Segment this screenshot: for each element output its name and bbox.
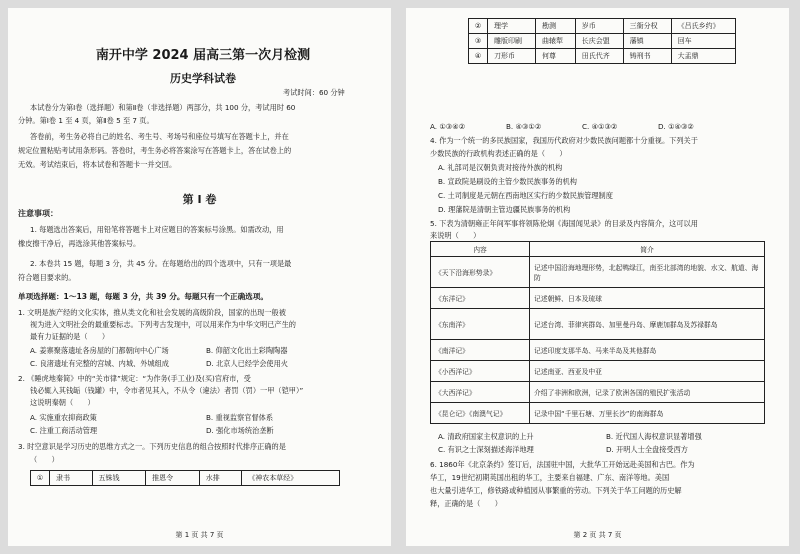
q3-cell: 刀形币: [488, 49, 536, 64]
q4-option-c: C. 土司制度是元朝在西南地区实行的少数民族管理制度: [438, 191, 613, 200]
q2-text: 这说明秦朝（ ）: [30, 398, 95, 407]
q3-cell: 《吕氏乡约》: [671, 19, 735, 34]
q5-option-a: A. 清政府国家主权意识的上升: [438, 432, 534, 441]
single-choice-title: 单项选择题：1～13 题，每题 3 分，共 39 分。每题只有一个正确选项。: [18, 292, 268, 301]
page-footer: 第 1 页 共 7 页: [175, 531, 224, 539]
notes-line: 2. 本卷共 15 题，每题 3 分，共 45 分。在每题给出的四个选项中，只有一项是最: [30, 259, 292, 268]
q3-cell: 《神农本草经》: [242, 471, 340, 486]
q5-cell-title: 《南洋记》: [431, 340, 530, 361]
q3-cell: 岁币: [575, 19, 623, 34]
q3-row-num: ④: [469, 49, 488, 64]
q3-text: 3. 时空意识是学习历史的思维方式之一。下列历史信息的组合按照时代排序正确的是: [18, 442, 286, 451]
q3-cell: 三衙分权: [623, 19, 671, 34]
q3-answer-d: D. ①④③②: [658, 122, 694, 131]
q5-cell-title: 《小西洋记》: [431, 361, 530, 382]
q5-cell-title: 《大西洋记》: [431, 382, 530, 403]
q5-cell-title: 《东洋记》: [431, 288, 530, 309]
q6-text: 6. 1860年《北京条约》签订后，法国驻中国，大批华工开始远赴美国和古巴。作为: [430, 460, 695, 469]
exam-page-2: [406, 8, 789, 546]
q3-cell: 理学: [488, 19, 536, 34]
q3-cell: 大盂鼎: [671, 49, 735, 64]
table-row: [431, 257, 765, 288]
q6-text: 释，正确的是（ ）: [430, 499, 502, 508]
q3-cell: 五铢钱: [92, 471, 146, 486]
q5-header-intro: 简介: [530, 242, 765, 257]
q3-answer-b: B. ④③①②: [506, 122, 542, 131]
q6-text: 华工，19世纪初期英国出租的华工，主要来自福建、广东、南洋等地。美国: [430, 473, 670, 482]
q5-cell-desc: 介绍了非洲和欧洲，记录了欧洲各国的殖民扩张活动: [530, 382, 765, 403]
q3-row-num: ②: [469, 19, 488, 34]
intro-line: 本试卷分为第Ⅰ卷（选择题）和第Ⅱ卷（非选择题）两部分，共 100 分，考试用时 60: [30, 103, 296, 112]
q6-text: 也大量引进华工，修铁路或种植园从事繁重的劳动。下列关于华工问题的历史解: [430, 486, 682, 495]
exam-subtitle: 历史学科试卷: [170, 72, 236, 85]
q5-cell-desc: 记录中国“千里石塘、万里长沙”的南海群岛: [530, 403, 765, 424]
q3-cell: 藩镇: [623, 34, 671, 49]
q2-text: 2. 《睡虎地秦简》中的“关市律”规定：“为作务(手工业)及(买)官府市，受: [18, 374, 251, 383]
notes-title: 注意事项：: [18, 209, 58, 218]
q4-option-b: B. 宣政院是刷设的主管少数民族事务的机构: [438, 177, 577, 186]
q3-table-row-1: [30, 470, 340, 486]
q5-text: 来说明（ ）: [430, 231, 481, 240]
q5-cell-desc: 记述朝鲜、日本及琉球: [530, 288, 765, 309]
q3-cell: 何尊: [535, 49, 575, 64]
q3-cell: 勘测: [535, 19, 575, 34]
q5-cell-desc: 记述台湾、菲律宾群岛、加里曼丹岛、摩鹿加群岛及苏禄群岛: [530, 309, 765, 340]
q5-cell-desc: 记述南亚、西亚及中亚: [530, 361, 765, 382]
exam-title: 南开中学 2024 届高三第一次月检测: [95, 48, 311, 63]
q3-answer-c: C. ④①③②: [582, 122, 618, 131]
section-title: 第 Ⅰ 卷: [182, 193, 217, 206]
q3-answer-a: A. ①③④②: [430, 122, 466, 131]
intro-line: 答卷前，考生务必将自己的姓名、考生号、考场号和座位号填写在答题卡上，并在: [30, 132, 289, 141]
q4-option-d: D. 理藩院是清朝主管边疆民族事务的机构: [438, 205, 571, 214]
table-row: [431, 309, 765, 340]
q5-cell-desc: 记述印度支那半岛、马来半岛及其他群岛: [530, 340, 765, 361]
q4-option-a: A. 礼部司是汉朝负责对接待外族的机构: [438, 163, 563, 172]
q3-cell: 回车: [671, 34, 735, 49]
q2-option-d: D. 强化市场统治垄断: [206, 426, 274, 435]
q1-text: 1. 文明是族产经的文化实体，推从类文化和社会发展的高级阶段，国家的出现一般被: [18, 308, 286, 317]
q5-cell-title: 《天下沿海形势录》: [431, 257, 530, 288]
exam-time: 考试时间：60 分钟: [283, 88, 345, 97]
q5-cell-desc: 记述中国沿海地理形势，北起鸭绿江，南至北部湾的地貌、水文、航道、海防: [530, 257, 765, 288]
intro-line: 无效。考试结束后，将本试卷和答题卡一并交回。: [18, 160, 177, 169]
q1-option-c: C. 良渚遗址有完整的宫城、内城、外城组成: [30, 359, 169, 368]
q2-option-a: A. 实施重农抑商政策: [30, 413, 97, 422]
table-row: [431, 361, 765, 382]
q1-option-b: B. 仰韶文化出土彩陶陶器: [206, 346, 288, 355]
notes-line: 橡皮擦干净后，再选涂其他答案标号。: [18, 239, 141, 248]
q5-option-d: D. 开明人士全盘接受西方: [606, 445, 688, 454]
q3-cell: 雕版印刷: [488, 34, 536, 49]
q5-cell-title: 《东南洋》: [431, 309, 530, 340]
q3-cell: 长庆会盟: [575, 34, 623, 49]
q5-table: [430, 241, 765, 424]
table-row: [431, 382, 765, 403]
q1-text: 视为进入文明社会的最重要标志。下列考古发现中，可以用来作为中华文明已产生的: [30, 320, 296, 329]
q2-text: 钱必辄入其钱缿（钱罐）中，令市者见其入，不从令（違法）者罚（罚）一甲（铠甲）”: [30, 386, 304, 395]
table-row: [431, 403, 765, 424]
q3-cell: 推恩令: [146, 471, 200, 486]
q3-cell: 水排: [199, 471, 242, 486]
q4-text: 少数民族的行政机构表述正确的是（ ）: [430, 149, 567, 158]
q5-text: 5. 下表为清朝雍正年间军事将领陈伦炯《海国闻见录》的目录及内容简介，这可以用: [430, 219, 698, 228]
q3-row-num: ①: [31, 471, 50, 486]
notes-line: 1. 每题选出答案后，用铅笔将答题卡上对应题目的答案标号涂黑。如需改动，用: [30, 225, 284, 234]
q3-cell: 曲辕犁: [535, 34, 575, 49]
q3-text: （ ）: [30, 455, 59, 464]
q3-cell: 田氏代齐: [575, 49, 623, 64]
exam-page-1: [8, 8, 391, 546]
q2-option-c: C. 注重工商活动管理: [30, 426, 98, 435]
q5-header-content: 内容: [431, 242, 530, 257]
q3-cell: 隶书: [50, 471, 93, 486]
intro-line: 规定位置粘贴考试用条形码。答卷时，考生务必将答案涂写在答题卡上，答在试卷上的: [18, 146, 292, 155]
q1-option-a: A. 姜寨聚落遗址各房屋的门都朝向中心广场: [30, 346, 169, 355]
q1-option-d: D. 北京人已经学会使用火: [206, 359, 288, 368]
page-footer: 第 2 页 共 7 页: [573, 531, 622, 539]
q3-table-continued: [468, 18, 736, 64]
q5-cell-title: 《昆仑记》《南澳气记》: [431, 403, 530, 424]
q2-option-b: B. 重视监察官督体系: [206, 413, 274, 422]
q3-cell: 铸刑书: [623, 49, 671, 64]
table-row: [431, 288, 765, 309]
table-row: [431, 340, 765, 361]
q3-row-num: ③: [469, 34, 488, 49]
q5-option-c: C. 有识之士深刻描述海洋地理: [438, 445, 534, 454]
q1-text: 最有力证据的是（ ）: [30, 332, 110, 341]
notes-line: 符合题目要求的。: [18, 273, 76, 282]
q5-option-b: B. 近代国人海权意识显著增强: [606, 432, 702, 441]
intro-line: 分钟。第Ⅰ卷 1 至 4 页，第Ⅱ卷 5 至 7 页。: [18, 116, 154, 125]
q4-text: 4. 作为一个统一的多民族国家，我国历代政府对少数民族问题都十分重视。下列关于: [430, 136, 698, 145]
